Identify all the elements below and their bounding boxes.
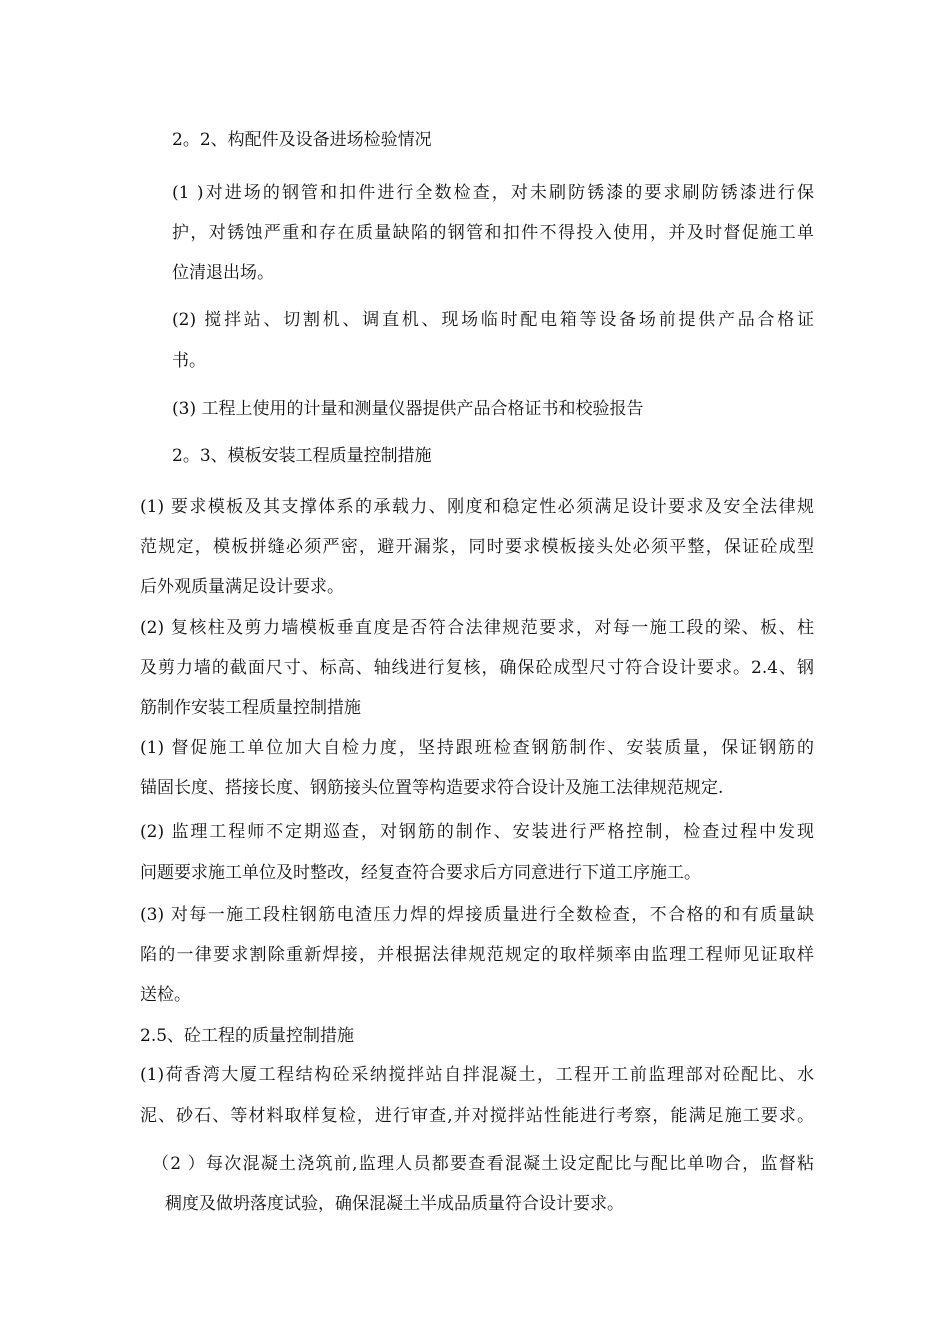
heading-2-2: 2。2、构配件及设备进场检验情况 <box>172 130 432 150</box>
paragraph-line: (1 )对进场的钢管和扣件进行全数检查，对未刷防锈漆的要求刷防锈漆进行保 <box>172 183 814 203</box>
paragraph-line: (2) 复核柱及剪力墙模板垂直度是否符合法律规范要求，对每一施工段的梁、板、柱 <box>140 618 814 638</box>
paragraph-line: (2) 搅拌站、切割机、调直机、现场临时配电箱等设备场前提供产品合格证 <box>172 310 814 330</box>
paragraph-line: (3) 工程上使用的计量和测量仪器提供产品合格证书和校验报告 <box>172 399 644 419</box>
paragraph-line: (1)荷香湾大厦工程结构砼采纳搅拌站自拌混凝土，工程开工前监理部对砼配比、水 <box>140 1065 814 1085</box>
paragraph-line: 稠度及做坍落度试验，确保混凝土半成品质量符合设计要求。 <box>165 1194 624 1214</box>
heading-2-3: 2。3、模板安装工程质量控制措施 <box>172 446 432 466</box>
paragraph-line: （2 ）每次混凝土浇筑前,监理人员都要查看混凝土设定配比与配比单吻合，监督粘 <box>152 1154 814 1174</box>
heading-2-5: 2.5、砼工程的质量控制措施 <box>140 1026 355 1046</box>
paragraph-line: 泥、砂石、等材料取样复检，进行审查,并对搅拌站性能进行考察，能满足施工要求。 <box>140 1106 814 1126</box>
paragraph-line: (3) 对每一施工段柱钢筋电渣压力焊的焊接质量进行全数检查，不合格的和有质量缺 <box>140 905 814 925</box>
paragraph-line: (1) 要求模板及其支撑体系的承载力、刚度和稳定性必须满足设计要求及安全法律规 <box>140 497 814 517</box>
paragraph-line: 护，对锈蚀严重和存在质量缺陷的钢管和扣件不得投入使用，并及时督促施工单 <box>172 223 814 243</box>
paragraph-line: 后外观质量满足设计要求。 <box>140 577 344 597</box>
paragraph-line: 问题要求施工单位及时整改，经复查符合要求后方同意进行下道工序施工。 <box>140 863 701 883</box>
paragraph-line: 位清退出场。 <box>172 263 274 283</box>
paragraph-line: 锚固长度、搭接长度、钢筋接头位置等构造要求符合设计及施工法律规范规定. <box>140 778 724 798</box>
paragraph-line: 范规定，模板拼缝必须严密，避开漏浆，同时要求模板接头处必须平整，保证砼成型 <box>140 537 814 557</box>
paragraph-line: 陷的一律要求割除重新焊接，并根据法律规范规定的取样频率由监理工程师见证取样 <box>140 945 814 965</box>
paragraph-line: (2) 监理工程师不定期巡查，对钢筋的制作、安装进行严格控制，检查过程中发现 <box>140 822 814 842</box>
paragraph-line: 筋制作安装工程质量控制措施 <box>140 698 361 718</box>
paragraph-line: 书。 <box>172 351 206 371</box>
paragraph-line: 送检。 <box>140 985 191 1005</box>
paragraph-line: (1) 督促施工单位加大自检力度，坚持跟班检查钢筋制作、安装质量，保证钢筋的 <box>140 738 814 758</box>
paragraph-line: 及剪力墙的截面尺寸、标高、轴线进行复核，确保砼成型尺寸符合设计要求。2.4、钢 <box>140 658 814 678</box>
